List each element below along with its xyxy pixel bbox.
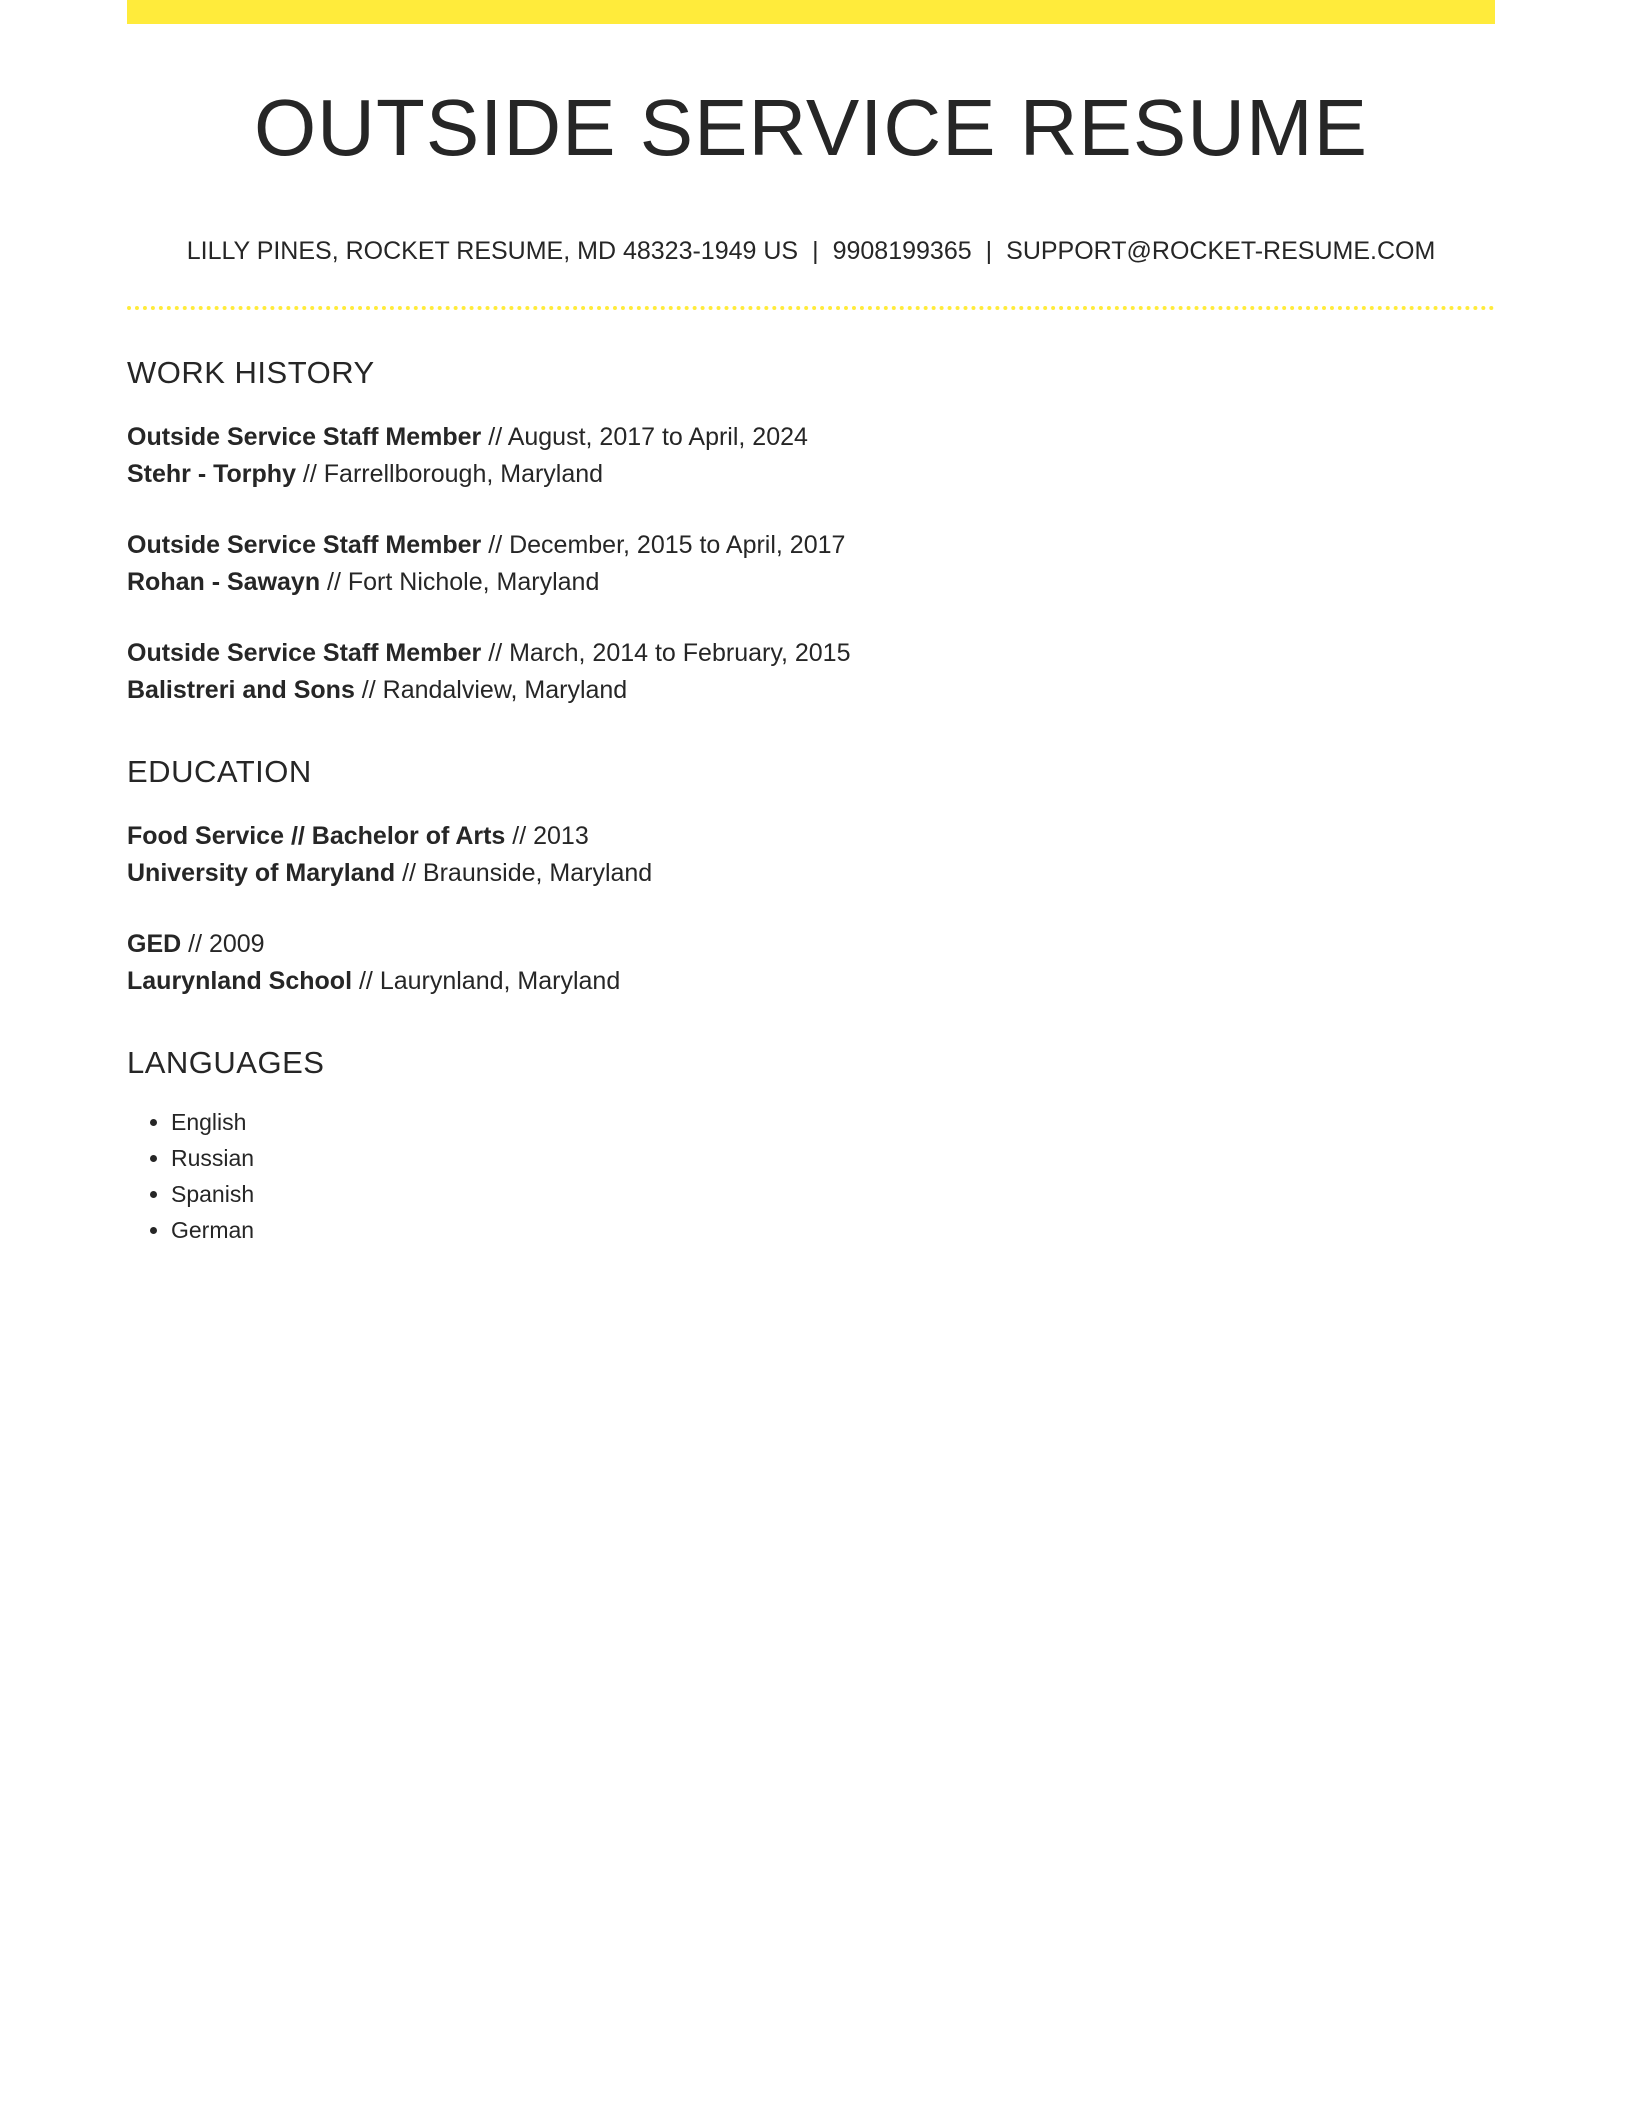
language-item: • Russian xyxy=(171,1140,1495,1176)
company-location: // Farrellborough, Maryland xyxy=(295,460,604,489)
job-dates: // March, 2014 to February, 2015 xyxy=(481,639,851,668)
accent-top-bar xyxy=(127,0,1495,24)
contact-line xyxy=(127,236,1495,266)
language-item: • German xyxy=(171,1212,1495,1248)
graduation-year: // 2013 xyxy=(505,822,589,851)
contact-separator: | xyxy=(812,237,819,265)
graduation-year: // 2009 xyxy=(181,930,265,959)
contact-email: SUPPORT@ROCKET-RESUME.COM xyxy=(1006,237,1436,265)
resume-page xyxy=(127,0,1495,1248)
degree-name: GED xyxy=(127,930,182,959)
job-dates: // December, 2015 to April, 2017 xyxy=(481,531,846,560)
school-location: // Braunside, Maryland xyxy=(395,859,653,888)
education-entry xyxy=(127,818,1495,892)
school-name: University of Maryland xyxy=(127,859,396,888)
contact-phone: 9908199365 xyxy=(832,237,972,265)
education-heading: EDUCATION xyxy=(127,754,312,790)
resume-title: OUTSIDE SERVICE RESUME xyxy=(253,83,1369,172)
company-name: Stehr - Torphy xyxy=(127,460,296,489)
contact-address: LILLY PINES, ROCKET RESUME, MD 48323-1949 US xyxy=(186,237,799,265)
company-name: Balistreri and Sons xyxy=(127,676,355,705)
contact-separator: | xyxy=(985,237,993,265)
company-name: Rohan - Sawayn xyxy=(127,568,321,597)
school-location: // Laurynland, Maryland xyxy=(352,967,621,996)
work-entry xyxy=(127,635,1495,709)
school-name: Laurynland School xyxy=(127,967,353,996)
job-title: Outside Service Staff Member xyxy=(127,531,482,560)
dotted-divider xyxy=(127,306,1495,310)
job-dates: // August, 2017 to April, 2024 xyxy=(481,423,808,452)
work-history-heading: WORK HISTORY xyxy=(127,355,375,390)
languages-list xyxy=(127,1104,1495,1248)
languages-heading: LANGUAGES xyxy=(127,1045,325,1081)
company-location: // Fort Nichole, Maryland xyxy=(320,568,600,597)
work-entry xyxy=(127,527,1495,601)
degree-name: Food Service // Bachelor of Arts xyxy=(127,822,506,851)
language-item: • Spanish xyxy=(171,1176,1495,1212)
job-title: Outside Service Staff Member xyxy=(127,639,482,668)
work-entry xyxy=(127,419,1495,493)
job-title: Outside Service Staff Member xyxy=(127,423,482,452)
education-entry xyxy=(127,926,1495,1000)
company-location: // Randalview, Maryland xyxy=(354,676,628,705)
language-item: • English xyxy=(171,1104,1495,1140)
